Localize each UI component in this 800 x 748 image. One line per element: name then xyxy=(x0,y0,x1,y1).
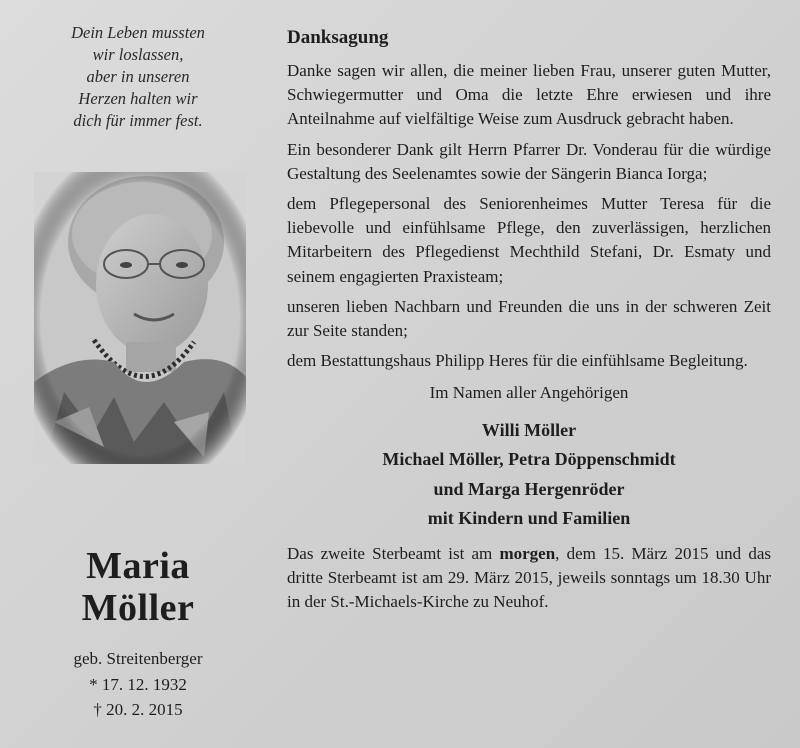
family-line: mit Kindern und Familien xyxy=(427,508,631,529)
service-notice xyxy=(287,542,771,615)
service-notice-start: Das zweite Sterbeamt ist am xyxy=(287,543,493,563)
left-column xyxy=(20,22,256,132)
portrait-image xyxy=(34,172,246,464)
life-dates xyxy=(20,646,256,723)
portrait-photo xyxy=(34,172,246,464)
family-line: Michael Möller, Petra Döppenschmidt xyxy=(382,449,676,470)
poem-line: dich für immer fest. xyxy=(73,111,203,130)
thanks-paragraph: unseren lieben Nachbarn und Freunden die uns in der schweren Zeit zur Seite standen; xyxy=(287,296,771,341)
birth-name: geb. Streitenberger xyxy=(73,649,203,668)
family-line: und Marga Hergenröder xyxy=(433,478,625,499)
thanks-title: Danksagung xyxy=(287,27,389,48)
first-name: Maria xyxy=(86,545,190,587)
thanks-paragraph: Ein besonderer Dank gilt Herrn Pfarrer Dr. Vonderau für die würdige Gestaltung des Seelenamtes sowie der Sängerin Bianca Iorga; xyxy=(287,139,771,183)
memorial-poem xyxy=(20,22,256,132)
last-name: Möller xyxy=(81,587,195,629)
poem-line: wir loslassen, xyxy=(92,45,184,64)
family-names xyxy=(287,416,771,534)
thanks-paragraph: dem Pflegepersonal des Seniorenheimes Mutter Teresa für die liebevolle und einfühlsame Pflege, den zuverlässigen, herzlichen Mitarbeitern des Pflegedienst Mechthild Stefani, Dr. Esmaty und seinem engagierten Praxisteam; xyxy=(287,194,771,286)
service-notice-bold: morgen xyxy=(499,543,556,563)
service-notice-end: , dem 15. März 2015 und das dritte Sterbeamt ist am 29. März 2015, jeweils sonntags um 18.30 Uhr in der St.-Michaels-Kirche zu Neuhof. xyxy=(287,543,771,612)
birth-date: * 17. 12. 1932 xyxy=(89,674,187,694)
signoff: Im Namen aller Angehörigen xyxy=(429,383,629,403)
poem-line: aber in unseren xyxy=(86,67,190,86)
poem-line: Herzen halten wir xyxy=(78,89,198,108)
death-date: † 20. 2. 2015 xyxy=(93,700,183,719)
family-line: Willi Möller xyxy=(481,419,577,440)
poem-line: Dein Leben mussten xyxy=(71,23,205,42)
thanks-paragraph: Danke sagen wir allen, die meiner lieben Frau, unserer guten Mutter, Schwiegermutter und Oma die letzte Ehre erwiesen und ihre Anteilnahme auf vielfältige Weise zum Ausdruck gebracht haben. xyxy=(287,61,771,129)
deceased-name xyxy=(20,545,256,629)
thanks-paragraph: dem Bestattungshaus Philipp Heres für die einfühlsame Begleitung. xyxy=(287,351,748,371)
thanks-column xyxy=(287,26,771,620)
